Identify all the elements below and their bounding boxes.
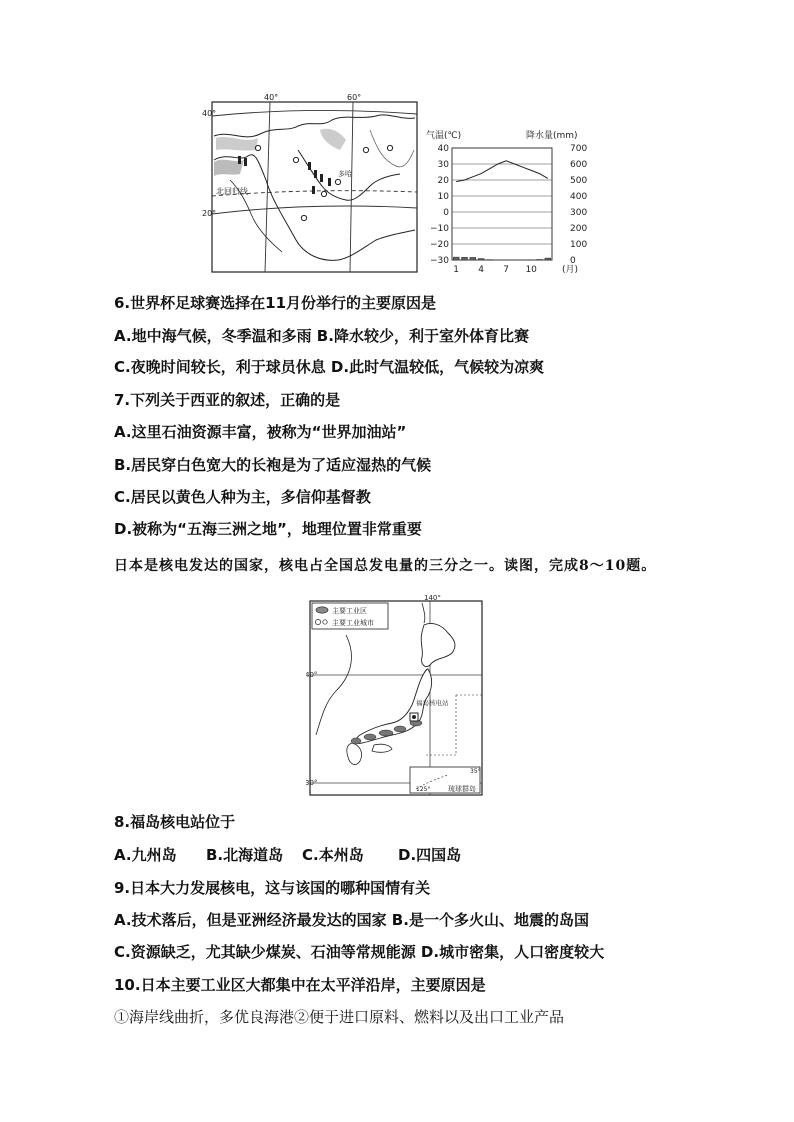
question-7-option-a: A.这里石油资源丰富，被称为“世界加油站”: [114, 423, 407, 441]
lon-label-125: 125°: [416, 786, 431, 793]
temp-tick-label: 40: [437, 144, 449, 154]
precip-tick-label: 700: [570, 144, 588, 154]
question-7-option-d: D.被称为“五海三洲之地”，地理位置非常重要: [114, 520, 422, 538]
precip-bar: [462, 257, 468, 260]
precipitation-tick-labels: [570, 144, 587, 266]
temp-tick-label: 10: [437, 192, 449, 202]
precip-tick-label: 100: [570, 240, 588, 250]
precip-bar: [453, 257, 459, 260]
tropic-label: 北回归线: [216, 187, 248, 196]
precip-tick-label: 200: [570, 224, 588, 234]
temp-tick-label: 20: [437, 176, 449, 186]
question-7-option-c: C.居民以黄色人种为主，多信仰基督教: [114, 488, 371, 506]
month-tick-label: 7: [503, 265, 510, 275]
lat-label-20: 20°: [202, 209, 217, 218]
legend-industrial-zone: 主要工业区: [332, 607, 367, 615]
legend-industrial-city: 主要工业城市: [332, 619, 374, 627]
question-9-options-line-2: C.资源缺乏，尤其缺少煤炭、石油等常规能源 D.城市密集，人口密度较大: [114, 943, 605, 961]
question-8-option-b: B.北海道岛: [206, 846, 284, 864]
chart-grid: [452, 148, 552, 260]
precip-axis-label: 降水量(mm): [526, 131, 578, 141]
lat-label-40: 40°: [202, 109, 217, 118]
climate-chart: [426, 90, 596, 280]
lon-label-140: 140°: [424, 595, 441, 602]
precip-bar: [470, 257, 476, 260]
lat-label-35-japan: 35°: [470, 768, 481, 775]
fukushima-label: 福岛核电站: [416, 699, 449, 707]
precip-tick-label: 400: [570, 192, 588, 202]
question-10-stem: 10.日本主要工业区大都集中在太平洋沿岸，主要原因是: [114, 976, 486, 994]
question-8-option-c: C.本州岛: [302, 846, 364, 864]
question-6-options-line-1: A.地中海气候，冬季温和多雨 B.降水较少，利于室外体育比赛: [114, 327, 529, 345]
figure-japan: [306, 595, 486, 800]
question-8-option-d: D.四国岛: [398, 846, 462, 864]
precip-tick-label: 500: [570, 176, 588, 186]
precip-tick-label: 0: [570, 256, 576, 266]
ryukyu-inset-label: 琉球群岛: [448, 785, 476, 793]
question-8-option-a: A.九州岛: [114, 846, 177, 864]
city-label-doha: 多哈: [338, 170, 352, 178]
question-8-options: [114, 845, 461, 865]
month-tick-label: 1: [453, 265, 460, 275]
precip-tick-label: 600: [570, 160, 588, 170]
plot-frame: [452, 148, 552, 260]
lon-label-40: 40°: [264, 93, 279, 102]
question-10-statements: ①海岸线曲折，多优良海港②便于进口原料、燃料以及出口工业产品: [114, 1008, 565, 1026]
question-7-stem: 7.下列关于西亚的叙述，正确的是: [114, 391, 341, 409]
temp-axis-label: 气温(℃): [426, 131, 462, 141]
temp-tick-label: −30: [430, 256, 449, 266]
figure-west-asia: [200, 90, 612, 280]
section-intro: 日本是核电发达的国家，核电占全国总发电量的三分之一。读图，完成8～10题。: [114, 558, 657, 574]
precip-bar: [545, 258, 551, 260]
temp-tick-label: 30: [437, 160, 449, 170]
question-9-options-line-1: A.技术落后，但是亚洲经济最发达的国家 B.是一个多火山、地震的岛国: [114, 911, 589, 929]
lat-label-40-japan: 40°: [306, 671, 318, 679]
question-7-option-b: B.居民穿白色宽大的长袍是为了适应湿热的气候: [114, 456, 432, 474]
temp-tick-label: −20: [430, 240, 449, 250]
month-unit-label: (月): [562, 265, 579, 275]
precip-bar: [478, 259, 484, 260]
temp-tick-label: −10: [430, 224, 449, 234]
precip-tick-label: 300: [570, 208, 588, 218]
question-6-stem: 6.世界杯足球赛选择在11月份举行的主要原因是: [114, 294, 437, 312]
temperature-tick-labels: [430, 144, 449, 266]
industrial-zone-legend-icon: [316, 607, 328, 613]
lat-label-30-japan: 30°: [306, 779, 318, 787]
question-6-options-line-2: C.夜晚时间较长，利于球员休息 D.此时气温较低，气候较为凉爽: [114, 358, 545, 376]
month-tick-labels: [453, 265, 537, 275]
month-tick-label: 10: [525, 265, 537, 275]
lon-label-60: 60°: [347, 93, 362, 102]
japan-map: [306, 595, 486, 800]
temp-tick-label: 0: [443, 208, 449, 218]
question-8-stem: 8.福岛核电站位于: [114, 813, 236, 831]
question-9-stem: 9.日本大力发展核电，这与该国的哪种国情有关: [114, 879, 431, 897]
month-tick-label: 4: [478, 265, 485, 275]
